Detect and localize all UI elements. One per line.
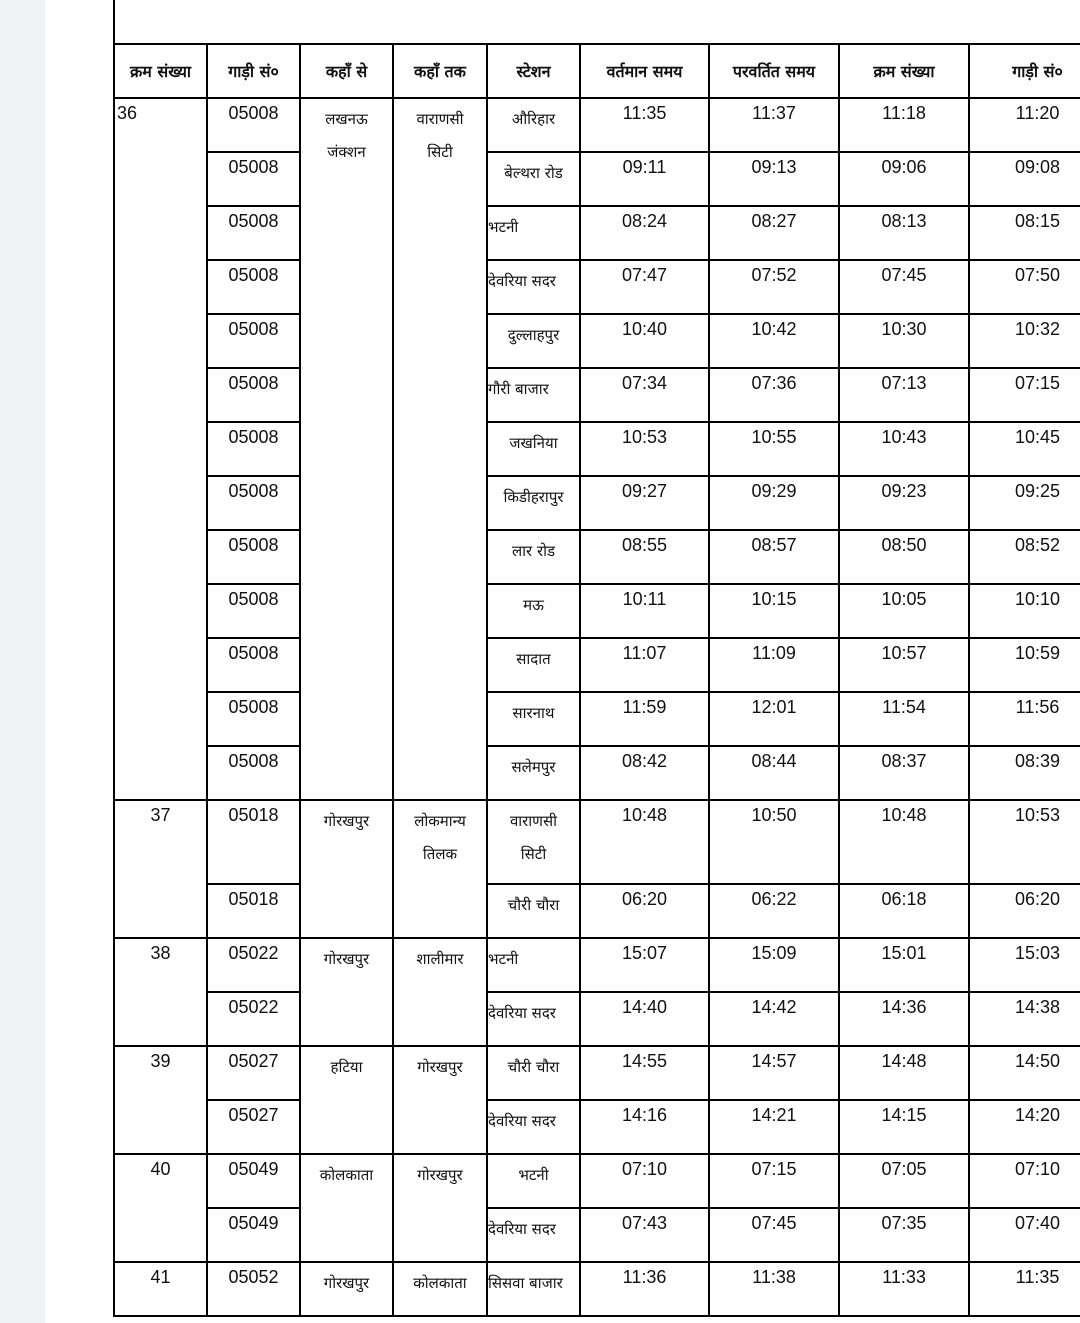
current-time: 07:34 <box>580 368 709 422</box>
cell-text-line: गौरी बाजार <box>488 380 549 398</box>
cell-text-line: जंक्शन <box>327 143 366 161</box>
current-time: 06:20 <box>580 884 709 938</box>
time-col-8: 09:06 <box>839 152 969 206</box>
time-col-8: 08:50 <box>839 530 969 584</box>
time-col-8: 07:05 <box>839 1154 969 1208</box>
station-name <box>487 938 580 992</box>
origin-station <box>300 1262 393 1316</box>
time-col-8: 07:35 <box>839 1208 969 1262</box>
current-time: 08:24 <box>580 206 709 260</box>
serial-number: 36 <box>114 98 207 800</box>
cell-text-line: जखनिया <box>509 434 558 452</box>
current-time: 11:59 <box>580 692 709 746</box>
train-number: 05018 <box>207 800 300 884</box>
cell-text-line: लखनऊ <box>325 110 368 128</box>
table-row <box>114 746 1080 800</box>
time-col-8: 06:18 <box>839 884 969 938</box>
time-col-9: 08:52 <box>969 530 1080 584</box>
header-station: स्टेशन <box>487 44 580 98</box>
document-page <box>45 0 1080 1323</box>
revised-time: 08:27 <box>709 206 839 260</box>
station-name <box>487 98 580 152</box>
cell-text-line: सादात <box>516 650 551 668</box>
table-row <box>114 584 1080 638</box>
time-col-8: 14:48 <box>839 1046 969 1100</box>
header-serial-2: क्रम संख्या <box>839 44 969 98</box>
station-name <box>487 992 580 1046</box>
current-time: 10:11 <box>580 584 709 638</box>
time-col-9: 14:50 <box>969 1046 1080 1100</box>
timetable-sheet <box>113 0 1080 1292</box>
table-row <box>114 938 1080 992</box>
train-number: 05027 <box>207 1100 300 1154</box>
table-row <box>114 206 1080 260</box>
revised-time: 10:55 <box>709 422 839 476</box>
table-row <box>114 800 1080 884</box>
train-number: 05018 <box>207 884 300 938</box>
time-col-9: 11:20 <box>969 98 1080 152</box>
header-revised-time: परवर्तित समय <box>709 44 839 98</box>
time-col-8: 08:13 <box>839 206 969 260</box>
frame-left-line <box>113 0 115 44</box>
destination-station <box>393 98 487 800</box>
destination-station <box>393 800 487 938</box>
cell-text-line: देवरिया सदर <box>488 272 556 290</box>
time-col-9: 10:59 <box>969 638 1080 692</box>
station-name <box>487 638 580 692</box>
time-col-8: 15:01 <box>839 938 969 992</box>
cell-text-line: वाराणसी <box>509 812 558 830</box>
table-row <box>114 314 1080 368</box>
train-number: 05008 <box>207 98 300 152</box>
train-number: 05008 <box>207 422 300 476</box>
origin-station <box>300 1154 393 1262</box>
revised-time: 11:09 <box>709 638 839 692</box>
time-col-9: 10:32 <box>969 314 1080 368</box>
revised-time: 10:42 <box>709 314 839 368</box>
revised-time: 14:42 <box>709 992 839 1046</box>
train-number: 05008 <box>207 206 300 260</box>
serial-number: 38 <box>114 938 207 1046</box>
destination-station <box>393 1046 487 1154</box>
train-number: 05008 <box>207 638 300 692</box>
cell-text-line: कोलकाता <box>319 1166 374 1184</box>
time-col-8: 07:13 <box>839 368 969 422</box>
current-time: 15:07 <box>580 938 709 992</box>
time-col-8: 10:48 <box>839 800 969 884</box>
current-time: 07:10 <box>580 1154 709 1208</box>
station-name <box>487 206 580 260</box>
cell-text-line: दुल्लाहपुर <box>507 326 560 344</box>
cell-text-line: लोकमान्य <box>414 812 466 830</box>
cell-text-line: हटिया <box>330 1058 363 1076</box>
station-name <box>487 800 580 884</box>
header-train-no: गाड़ी सं० <box>207 44 300 98</box>
revised-time: 15:09 <box>709 938 839 992</box>
time-col-8: 08:37 <box>839 746 969 800</box>
time-col-8: 07:45 <box>839 260 969 314</box>
train-timetable <box>113 43 1080 1317</box>
table-row <box>114 530 1080 584</box>
time-col-9: 10:53 <box>969 800 1080 884</box>
time-col-8: 11:33 <box>839 1262 969 1316</box>
time-col-8: 11:18 <box>839 98 969 152</box>
cell-text-line: मऊ <box>523 596 544 614</box>
cell-text-line: सिटी <box>427 143 453 161</box>
train-number: 05008 <box>207 530 300 584</box>
time-col-8: 14:36 <box>839 992 969 1046</box>
station-name <box>487 368 580 422</box>
origin-station <box>300 800 393 938</box>
time-col-9: 11:56 <box>969 692 1080 746</box>
destination-station <box>393 1262 487 1316</box>
current-time: 14:40 <box>580 992 709 1046</box>
origin-station <box>300 938 393 1046</box>
time-col-9: 14:38 <box>969 992 1080 1046</box>
revised-time: 11:37 <box>709 98 839 152</box>
train-number: 05027 <box>207 1046 300 1100</box>
serial-number: 39 <box>114 1046 207 1154</box>
revised-time: 10:15 <box>709 584 839 638</box>
table-row <box>114 260 1080 314</box>
cell-text-line: भटनी <box>488 950 519 968</box>
revised-time: 10:50 <box>709 800 839 884</box>
cell-text-line: तिलक <box>422 845 458 863</box>
table-row <box>114 1154 1080 1208</box>
cell-text-line: गोरखपुर <box>323 812 370 830</box>
time-col-9: 09:25 <box>969 476 1080 530</box>
current-time: 07:43 <box>580 1208 709 1262</box>
cell-text-line: किडीहरापुर <box>503 488 564 506</box>
cell-text-line: सिसवा बाजार <box>488 1274 563 1292</box>
current-time: 08:42 <box>580 746 709 800</box>
header-serial: क्रम संख्या <box>114 44 207 98</box>
current-time: 11:36 <box>580 1262 709 1316</box>
time-col-9: 07:15 <box>969 368 1080 422</box>
table-row <box>114 692 1080 746</box>
current-time: 09:11 <box>580 152 709 206</box>
time-col-9: 07:40 <box>969 1208 1080 1262</box>
train-number: 05022 <box>207 992 300 1046</box>
time-col-8: 10:43 <box>839 422 969 476</box>
current-time: 10:53 <box>580 422 709 476</box>
cell-text-line: भटनी <box>488 218 519 236</box>
train-number: 05008 <box>207 152 300 206</box>
station-name <box>487 476 580 530</box>
origin-station <box>300 98 393 800</box>
time-col-9: 11:35 <box>969 1262 1080 1316</box>
time-col-8: 10:30 <box>839 314 969 368</box>
train-number: 05049 <box>207 1208 300 1262</box>
cell-text-line: देवरिया सदर <box>488 1004 556 1022</box>
train-number: 05008 <box>207 314 300 368</box>
time-col-9: 07:10 <box>969 1154 1080 1208</box>
time-col-9: 09:08 <box>969 152 1080 206</box>
train-number: 05008 <box>207 476 300 530</box>
train-number: 05008 <box>207 746 300 800</box>
table-row <box>114 1046 1080 1100</box>
time-col-9: 08:39 <box>969 746 1080 800</box>
train-number: 05049 <box>207 1154 300 1208</box>
station-name <box>487 584 580 638</box>
revised-time: 09:13 <box>709 152 839 206</box>
table-row <box>114 152 1080 206</box>
table-row <box>114 638 1080 692</box>
cell-text-line: सिटी <box>520 845 547 863</box>
current-time: 09:27 <box>580 476 709 530</box>
header-to: कहाँ तक <box>393 44 487 98</box>
cell-text-line: कोलकाता <box>413 1274 467 1292</box>
table-row <box>114 1208 1080 1262</box>
time-col-9: 10:45 <box>969 422 1080 476</box>
header-current-time: वर्तमान समय <box>580 44 709 98</box>
revised-time: 06:22 <box>709 884 839 938</box>
cell-text-line: बेल्थरा रोड <box>504 164 563 182</box>
cell-text-line: औरिहार <box>511 110 556 128</box>
train-number: 05008 <box>207 584 300 638</box>
time-col-9: 15:03 <box>969 938 1080 992</box>
station-name <box>487 314 580 368</box>
time-col-8: 09:23 <box>839 476 969 530</box>
revised-time: 12:01 <box>709 692 839 746</box>
current-time: 14:16 <box>580 1100 709 1154</box>
time-col-9: 07:50 <box>969 260 1080 314</box>
current-time: 07:47 <box>580 260 709 314</box>
current-time: 14:55 <box>580 1046 709 1100</box>
cell-text-line: लार रोड <box>511 542 555 560</box>
cell-text-line: वाराणसी <box>416 110 464 128</box>
revised-time: 07:15 <box>709 1154 839 1208</box>
train-number: 05008 <box>207 368 300 422</box>
cell-text-line: गोरखपुर <box>417 1058 463 1076</box>
timetable-body <box>114 98 1080 1316</box>
station-name <box>487 1046 580 1100</box>
revised-time: 08:57 <box>709 530 839 584</box>
cell-text-line: भटनी <box>518 1166 549 1184</box>
revised-time: 11:38 <box>709 1262 839 1316</box>
table-row <box>114 884 1080 938</box>
destination-station <box>393 1154 487 1262</box>
table-row <box>114 1100 1080 1154</box>
revised-time: 08:44 <box>709 746 839 800</box>
station-name <box>487 530 580 584</box>
table-row <box>114 98 1080 152</box>
time-col-9: 06:20 <box>969 884 1080 938</box>
revised-time: 09:29 <box>709 476 839 530</box>
header-from: कहाँ से <box>300 44 393 98</box>
time-col-8: 10:05 <box>839 584 969 638</box>
revised-time: 14:21 <box>709 1100 839 1154</box>
table-row <box>114 1262 1080 1316</box>
cell-text-line: गोरखपुर <box>323 1274 370 1292</box>
table-row <box>114 476 1080 530</box>
cell-text-line: गोरखपुर <box>323 950 370 968</box>
station-name <box>487 1100 580 1154</box>
cell-text-line: शालीमार <box>416 950 464 968</box>
destination-station <box>393 938 487 1046</box>
table-row <box>114 368 1080 422</box>
table-row <box>114 422 1080 476</box>
header-train-no-2: गाड़ी सं० <box>969 44 1080 98</box>
current-time: 11:07 <box>580 638 709 692</box>
table-row <box>114 992 1080 1046</box>
serial-number: 41 <box>114 1262 207 1316</box>
cell-text-line: सलेमपुर <box>511 758 556 776</box>
time-col-8: 14:15 <box>839 1100 969 1154</box>
cell-text-line: सारनाथ <box>512 704 555 722</box>
station-name <box>487 422 580 476</box>
revised-time: 07:45 <box>709 1208 839 1262</box>
serial-number: 40 <box>114 1154 207 1262</box>
cell-text-line: देवरिया सदर <box>488 1112 556 1130</box>
station-name <box>487 1208 580 1262</box>
cell-text-line: चौरी चौरा <box>507 896 560 914</box>
revised-time: 07:36 <box>709 368 839 422</box>
time-col-9: 14:20 <box>969 1100 1080 1154</box>
revised-time: 14:57 <box>709 1046 839 1100</box>
station-name <box>487 260 580 314</box>
time-col-8: 11:54 <box>839 692 969 746</box>
station-name <box>487 692 580 746</box>
train-number: 05052 <box>207 1262 300 1316</box>
serial-number: 37 <box>114 800 207 938</box>
train-number: 05008 <box>207 260 300 314</box>
time-col-8: 10:57 <box>839 638 969 692</box>
time-col-9: 10:10 <box>969 584 1080 638</box>
cell-text-line: चौरी चौरा <box>507 1058 560 1076</box>
time-col-9: 08:15 <box>969 206 1080 260</box>
cell-text-line: देवरिया सदर <box>488 1220 556 1238</box>
origin-station <box>300 1046 393 1154</box>
station-name <box>487 1262 580 1316</box>
revised-time: 07:52 <box>709 260 839 314</box>
station-name <box>487 1154 580 1208</box>
train-number: 05022 <box>207 938 300 992</box>
current-time: 11:35 <box>580 98 709 152</box>
station-name <box>487 152 580 206</box>
current-time: 08:55 <box>580 530 709 584</box>
station-name <box>487 884 580 938</box>
train-number: 05008 <box>207 692 300 746</box>
current-time: 10:40 <box>580 314 709 368</box>
cell-text-line: गोरखपुर <box>417 1166 463 1184</box>
station-name <box>487 746 580 800</box>
current-time: 10:48 <box>580 800 709 884</box>
header-row <box>114 44 1080 98</box>
